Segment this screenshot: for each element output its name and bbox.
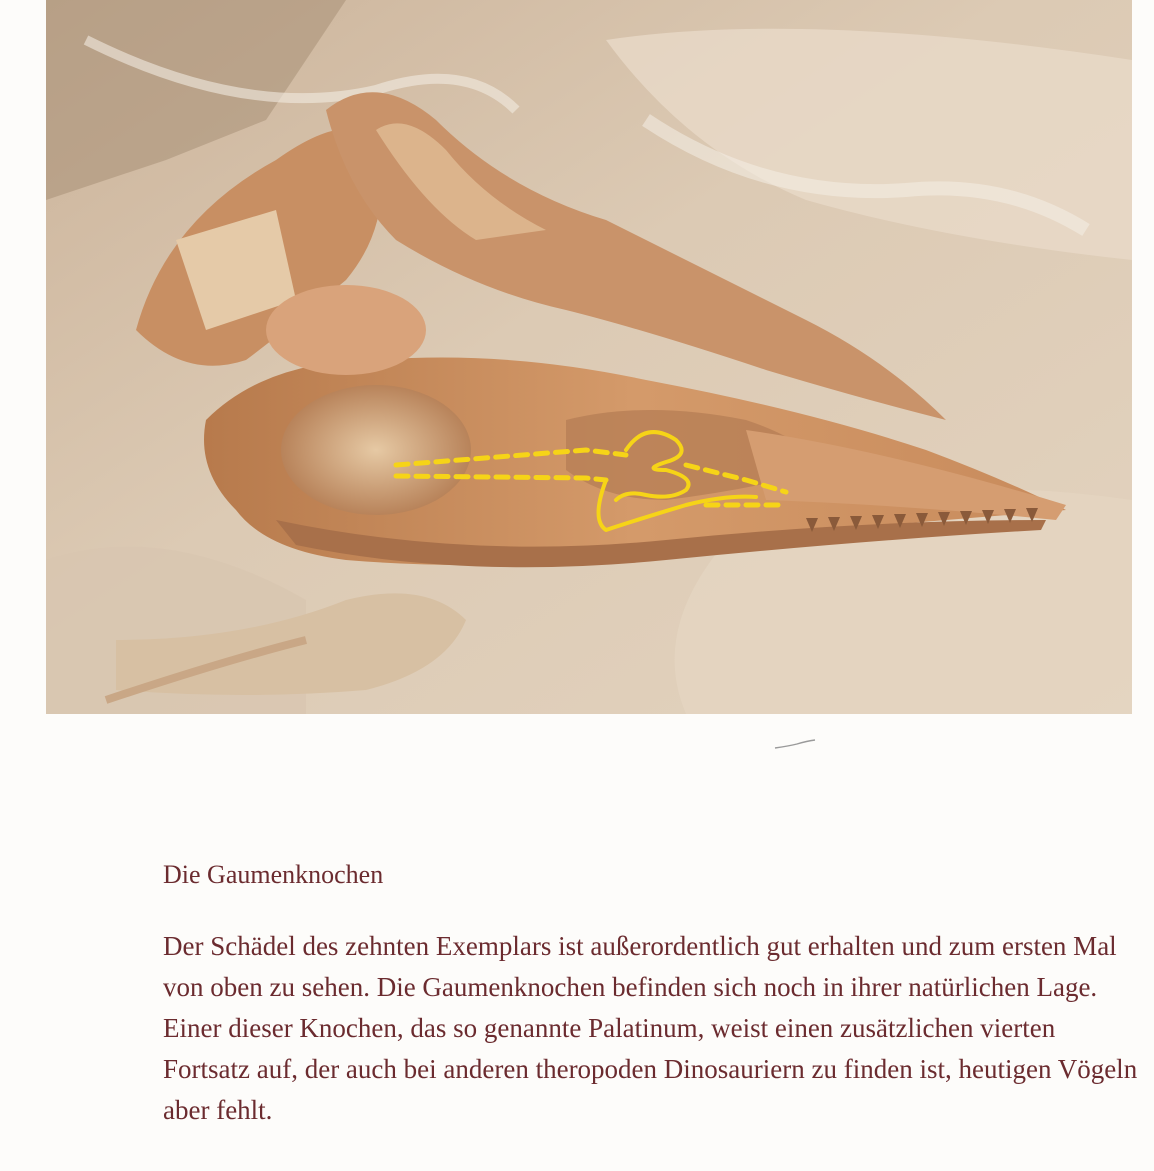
- fossil-skull-photo: [46, 0, 1132, 714]
- caption-body: Der Schädel des zehnten Exemplars ist außerordentlich gut erhalten und zum ersten Mal von oben zu sehen. Die Gaumenknochen befinden sich noch in ihrer natürlichen Lage. Einer dieser Knochen, das so genannte Palatinum, weist einen zusätzlichen vierten Fortsatz auf, der auch bei anderen theropoden Dinosauriern zu finden ist, heutigen Vögeln aber fehlt.: [163, 931, 1138, 1125]
- caption-heading: Die Gaumenknochen: [163, 860, 384, 889]
- caption-block: [163, 858, 1143, 1131]
- pen-mark-icon: [773, 738, 817, 752]
